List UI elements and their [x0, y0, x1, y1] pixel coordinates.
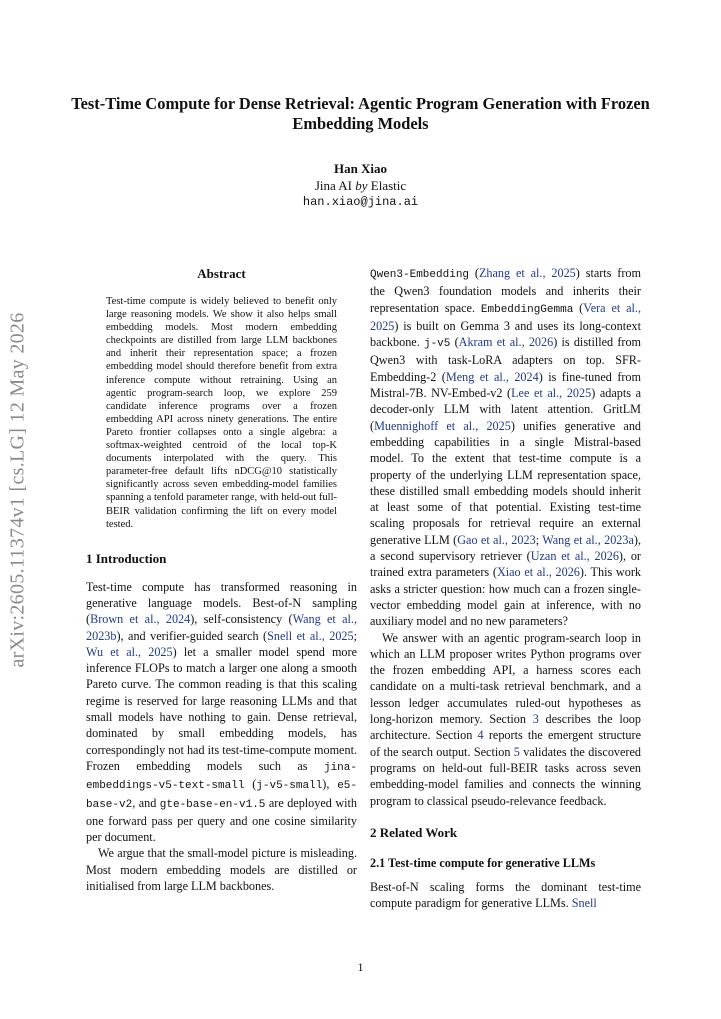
text: ) starts from the Qwen3 foundation models and inherits their representation space. [370, 266, 641, 315]
text: Best-of-N scaling forms the dominant test-time compute paradigm for generative LLMs. [370, 879, 641, 911]
citation-link[interactable]: Snell [571, 896, 597, 911]
citation-link[interactable]: Meng et al., 2024 [445, 369, 539, 384]
model-name: j-v5-small [256, 780, 323, 793]
intro-paragraph-4 [370, 630, 641, 809]
text: ( [450, 335, 459, 350]
section-link[interactable]: 4 [477, 728, 484, 743]
citation-link[interactable]: Vera et al., 2025 [370, 300, 641, 333]
model-name: Qwen3-Embedding [370, 269, 470, 281]
citation-link[interactable]: Brown et al., 2024 [90, 612, 191, 627]
citation-link[interactable]: Zhang et al., 2025 [478, 266, 576, 280]
text: describes the loop architecture. Section [370, 712, 641, 743]
text: We answer with an agentic program-search loop in which an LLM proposer writes Python programs over the frozen embedding API, a harness scores each candidate on a multi-task retrieval benchmark, and a lesson ledger accumulates ruled-out hypotheses as long-horizon memory. Section [370, 630, 641, 727]
citation-link[interactable]: Wang et al., 2023a [542, 532, 634, 547]
related-paragraph-1 [370, 879, 641, 912]
text: ) is fine-tuned from Mistral-7B. NV-Embed-v2 ( [370, 369, 642, 401]
text: ( [573, 300, 584, 315]
text: ) is distilled from Qwen3 with task-LoRA adapters on top. SFR-Embedding-2 ( [370, 335, 642, 384]
citation-link[interactable]: Wu et al., 2025 [86, 644, 173, 659]
author-block [70, 160, 651, 211]
abstract-heading: Abstract [197, 266, 246, 281]
author-name: Han Xiao [333, 161, 388, 176]
affiliation-part: Jina AI [314, 178, 356, 193]
model-name: EmbeddingGemma [480, 303, 574, 316]
text: ), [322, 777, 338, 792]
text: ), a second supervisory retriever ( [370, 532, 641, 564]
paper-title: Test-Time Compute for Dense Retrieval: Agentic Program Generation with Frozen Embedding Models [71, 94, 650, 133]
text: Test-time compute has transformed reasoning in generative language models. Best-of-N sampling ( [86, 579, 357, 627]
author-email: han.xiao@jina.ai [302, 195, 419, 209]
right-column [370, 265, 641, 911]
citation-link[interactable]: Xiao et al., 2026 [496, 565, 580, 580]
text: , and [132, 795, 160, 810]
text: ). This work asks a stricter question: how much can a frozen single-vector embedding model gain at inference, with no auxiliary model and no new parameters? [370, 565, 641, 629]
citation-link[interactable]: Akram et al., 2026 [458, 335, 554, 350]
page-number: 1 [357, 960, 364, 974]
left-column [86, 265, 357, 894]
text: ), and verifier-guided search ( [116, 628, 268, 643]
subsection-heading: 2.1 Test-time compute for generative LLMs [370, 855, 596, 870]
text: ) is built on Gemma 3 and uses its long-context backbone. [370, 318, 641, 350]
text: ), self-consistency ( [190, 612, 293, 627]
author-affiliation [70, 177, 651, 194]
citation-link[interactable]: Wang et al., 2023b [86, 612, 357, 643]
text: ; [535, 532, 543, 547]
model-name: gte-base-en-v1.5 [159, 798, 266, 811]
citation-link[interactable]: Uzan et al., 2026 [530, 549, 619, 564]
citation-link[interactable]: Snell et al., 2025 [267, 628, 354, 643]
text: ) unifies generative and embedding capabilities in a single Mistral-based model. To the extent that test-time compute is a property of the underlying LLM representation space, these distilled small embedding models should inherit at least some of that potential. Existing test-time scaling proposals for retrieval require an external generative LLM ( [370, 418, 642, 547]
text: ) let a smaller model spend more inference FLOPs to match a larger one along a smooth Pareto curve. The common reading is that this scaling regime is reserved for large reasoning LLMs and that small models have nothing to gain. Dense retrieval, dominated by small embedding models, has correspondingly not had its test-time-compute moment. Frozen embedding models such as [86, 644, 357, 773]
citation-link[interactable]: Muennighoff et al., 2025 [374, 418, 511, 433]
section-link[interactable]: 5 [513, 744, 520, 759]
citation-link[interactable]: Gao et al., 2023 [457, 532, 536, 547]
affiliation-part: Elastic [367, 178, 407, 193]
citation-link[interactable]: Lee et al., 2025 [511, 386, 592, 401]
intro-paragraph-3 [370, 265, 641, 630]
text: ), or trained extra parameters ( [370, 549, 641, 580]
intro-paragraph-1 [86, 579, 357, 846]
section-heading-introduction: 1 Introduction [86, 550, 167, 566]
text: ; [353, 628, 357, 643]
text: ( [244, 777, 257, 792]
section-heading-related-work: 2 Related Work [370, 824, 458, 840]
text: ) adapts a decoder-only LLM with latent attention. GritLM ( [370, 386, 641, 433]
affiliation-by: by [355, 178, 368, 193]
model-name: jina-embeddings-v5-text-small [86, 761, 357, 793]
section-link[interactable]: 3 [532, 712, 539, 727]
abstract-body: Test-time compute is widely believed to benefit only large reasoning models. We show it also helps small embedding models. Most modern embedding checkpoints are distilled from large LLM backbones and inherit their representation space; a frozen embedding model should therefore benefit from extra inference compute without retraining. Using an agentic program-search loop, we explore 259 candidate inference programs over a frozen embedding API across ninety generations. The entire Pareto frontier collapses onto a single algebra: a softmax-weighted centroid of the local top-K documents interpolated with the query. This parameter-free default lifts nDCG@10 statistically significantly across seven embedding-model families spanning a tenfold parameter range, with held-out full-BEIR validation confirming the lift on every model tested. [106, 296, 337, 530]
text: validates the discovered programs on held-out full-BEIR tasks across seven embedding-model families and connects the winning program to classical pseudo-relevance feedback. [370, 744, 641, 808]
text: reports the emergent structure of the search output. Section [370, 728, 641, 759]
intro-paragraph-2: We argue that the small-model picture is misleading. Most modern embedding models are distilled or initialised from large LLM backbones. [86, 846, 357, 894]
model-name: e5-base-v2 [86, 780, 357, 811]
text: ( [469, 266, 479, 280]
text: are deployed with one forward pass per query and one cosine similarity per document. [86, 795, 357, 845]
arxiv-identifier-text: arXiv:2605.11374v1 [cs.LG] 12 May 2026 [6, 312, 29, 668]
model-name: j-v5 [423, 338, 451, 351]
